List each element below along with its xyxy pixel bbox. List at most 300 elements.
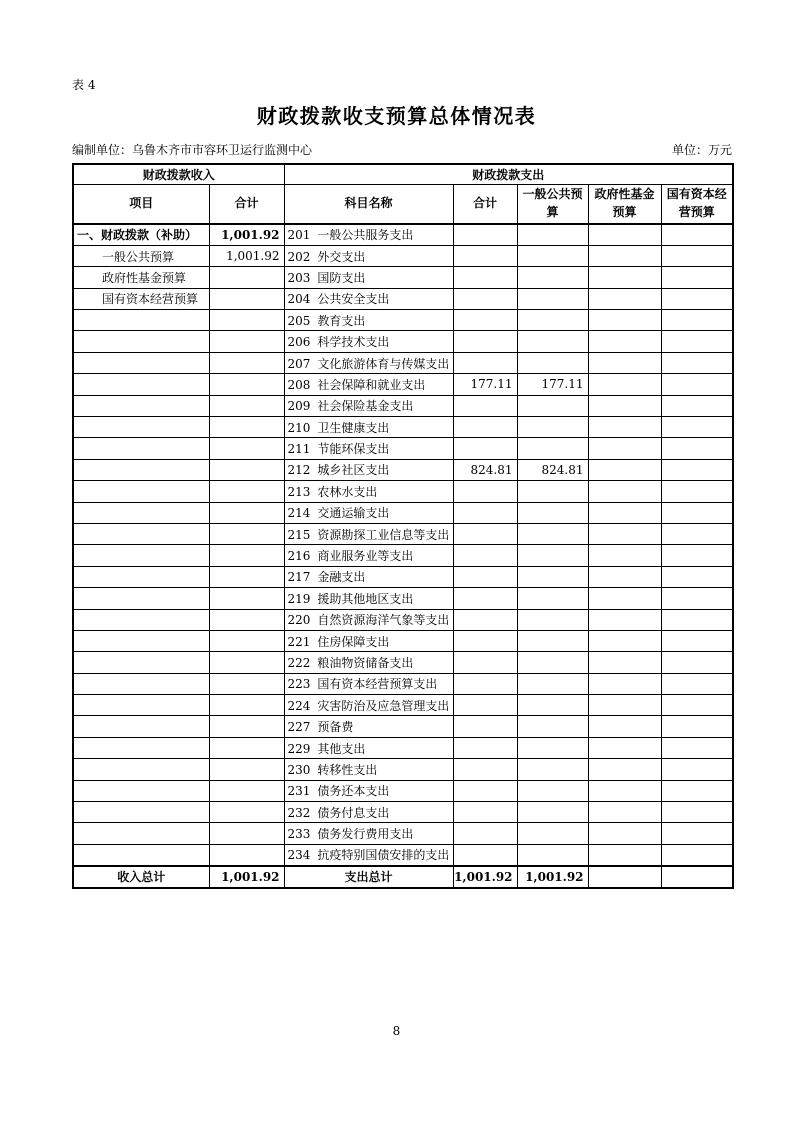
expenditure-gov-fund-cell (588, 802, 661, 823)
income-item-cell (73, 695, 209, 716)
expenditure-gov-fund-cell (588, 331, 661, 352)
expenditure-state-capital-cell (661, 459, 733, 480)
expenditure-total-cell (453, 288, 517, 309)
expenditure-state-capital-cell (661, 566, 733, 587)
expenditure-general-public-cell (517, 523, 588, 544)
income-item-cell (73, 780, 209, 801)
income-item-cell (73, 459, 209, 480)
income-total-cell (209, 695, 284, 716)
expenditure-total-cell (453, 759, 517, 780)
expenditure-state-capital-cell (661, 695, 733, 716)
income-total-cell (209, 737, 284, 758)
expenditure-gov-fund-cell (588, 288, 661, 309)
income-total-cell: 1,001.92 (209, 245, 284, 266)
subject-name: 城乡社区支出 (317, 463, 390, 478)
table-row (73, 802, 733, 823)
expenditure-gov-fund-cell (588, 545, 661, 566)
expenditure-general-public-cell (517, 823, 588, 844)
subject-code: 211 (287, 442, 311, 457)
subject-name: 国有资本经营预算支出 (317, 677, 438, 692)
income-total-cell (209, 780, 284, 801)
expenditure-gov-fund-cell (588, 374, 661, 395)
income-item-cell (73, 310, 209, 331)
table-row (73, 288, 733, 309)
subject-code: 222 (287, 656, 311, 670)
income-item-cell: 一、财政拨款（补助） (73, 224, 209, 245)
table-row (73, 780, 733, 801)
expenditure-gov-fund-cell (588, 737, 661, 758)
expenditure-gov-fund-cell (588, 630, 661, 651)
expenditure-gov-fund-cell (588, 502, 661, 523)
expenditure-gov-fund-cell (588, 417, 661, 438)
income-total-cell (209, 716, 284, 737)
income-item-cell (73, 737, 209, 758)
income-total-cell (209, 652, 284, 673)
subject-code: 215 (287, 527, 311, 542)
subject-code: 220 (287, 613, 311, 628)
expenditure-general-public-cell (517, 695, 588, 716)
expenditure-total-cell (453, 609, 517, 630)
table-row (73, 695, 733, 716)
subject-code: 205 (287, 313, 311, 328)
expenditure-general-public-cell: 177.11 (517, 374, 588, 395)
table-row (73, 352, 733, 373)
subject-code: 202 (287, 249, 311, 264)
expenditure-total-cell (453, 331, 517, 352)
currency-unit-label: 单位：万元 (671, 143, 732, 157)
expenditure-subject-cell (284, 245, 453, 266)
expenditure-state-capital-cell (661, 331, 733, 352)
table-row (73, 523, 733, 544)
subject-name: 资源勘探工业信息等支出 (317, 527, 450, 542)
expenditure-general-grand-total-value: 1,001.92 (517, 866, 588, 888)
table-row (73, 737, 733, 758)
table-row (73, 609, 733, 630)
expenditure-general-public-cell (517, 737, 588, 758)
expenditure-subject-cell (284, 844, 453, 865)
income-total-cell (209, 802, 284, 823)
expenditure-capital-grand-total-cell (661, 866, 733, 888)
subject-code: 209 (287, 399, 311, 414)
expenditure-total-cell (453, 844, 517, 865)
subject-name: 文化旅游体育与传媒支出 (317, 356, 450, 371)
table-row (73, 502, 733, 523)
income-total-cell (209, 417, 284, 438)
expenditure-general-public-cell (517, 609, 588, 630)
income-grand-total-value: 1,001.92 (209, 866, 284, 888)
expenditure-subject-cell (284, 374, 453, 395)
expenditure-subject-cell (284, 737, 453, 758)
income-total-cell (209, 352, 284, 373)
income-total-cell (209, 481, 284, 502)
expenditure-gov-fund-cell (588, 673, 661, 694)
expenditure-subject-cell (284, 438, 453, 459)
income-total-cell (209, 502, 284, 523)
page-title: 财政拨款收支预算总体情况表 (256, 104, 537, 128)
compiling-unit-label: 编制单位：乌鲁木齐市市容环卫运行监测中心 (72, 143, 313, 157)
expenditure-gov-fund-cell (588, 844, 661, 865)
expenditure-group-header: 财政拨款支出 (284, 164, 733, 184)
expenditure-state-capital-cell (661, 374, 733, 395)
subject-code: 213 (287, 484, 311, 499)
expenditure-general-public-cell (517, 481, 588, 502)
expenditure-gov-fund-cell (588, 310, 661, 331)
expenditure-total-cell (453, 545, 517, 566)
col-header-exp-state-capital: 国有资本经营预算 (661, 184, 733, 224)
income-item-cell (73, 502, 209, 523)
expenditure-subject-cell (284, 588, 453, 609)
expenditure-general-public-cell (517, 352, 588, 373)
expenditure-general-public-cell (517, 331, 588, 352)
table-row (73, 630, 733, 651)
expenditure-state-capital-cell (661, 417, 733, 438)
income-total-cell: 1,001.92 (209, 224, 284, 245)
col-header-exp-subject: 科目名称 (284, 184, 453, 224)
expenditure-total-label: 支出总计 (284, 866, 453, 888)
expenditure-subject-cell (284, 695, 453, 716)
income-item-cell (73, 609, 209, 630)
expenditure-state-capital-cell (661, 288, 733, 309)
subject-name: 农林水支出 (317, 484, 378, 499)
expenditure-gov-fund-cell (588, 481, 661, 502)
expenditure-state-capital-cell (661, 759, 733, 780)
subject-code: 204 (287, 292, 311, 307)
subject-name: 金融支出 (317, 570, 366, 585)
expenditure-subject-cell (284, 780, 453, 801)
expenditure-total-cell (453, 802, 517, 823)
page-number: 8 (392, 1024, 401, 1038)
expenditure-subject-cell (284, 331, 453, 352)
subject-code: 214 (287, 506, 311, 521)
expenditure-subject-cell (284, 417, 453, 438)
income-total-cell (209, 267, 284, 288)
subject-name: 公共安全支出 (317, 292, 390, 307)
expenditure-total-cell (453, 224, 517, 245)
income-group-header: 财政拨款收入 (73, 164, 284, 184)
table-row (73, 652, 733, 673)
table-row (73, 245, 733, 266)
expenditure-subject-cell (284, 630, 453, 651)
table-row (73, 716, 733, 737)
expenditure-state-capital-cell (661, 716, 733, 737)
income-item-cell (73, 652, 209, 673)
income-item-cell (73, 716, 209, 737)
expenditure-general-public-cell (517, 502, 588, 523)
income-total-cell (209, 630, 284, 651)
expenditure-total-cell: 824.81 (453, 459, 517, 480)
expenditure-gov-fund-cell (588, 224, 661, 245)
subject-name: 灾害防治及应急管理支出 (317, 698, 450, 713)
expenditure-gov-fund-cell (588, 566, 661, 587)
col-header-income-item: 项目 (73, 184, 209, 224)
expenditure-subject-cell (284, 310, 453, 331)
table-row (73, 395, 733, 416)
expenditure-general-public-cell: 824.81 (517, 459, 588, 480)
total-row (73, 866, 733, 888)
expenditure-subject-cell (284, 267, 453, 288)
expenditure-gov-fund-cell (588, 695, 661, 716)
col-header-income-total: 合计 (209, 184, 284, 224)
subject-code: 227 (287, 720, 311, 735)
subject-code: 203 (287, 270, 311, 285)
subject-name: 粮油物资储备支出 (317, 656, 414, 670)
expenditure-state-capital-cell (661, 438, 733, 459)
expenditure-subject-cell (284, 802, 453, 823)
subject-code: 221 (287, 634, 311, 649)
expenditure-general-public-cell (517, 438, 588, 459)
expenditure-subject-cell (284, 566, 453, 587)
table-row (73, 759, 733, 780)
subject-name: 其他支出 (317, 741, 366, 756)
subject-code: 208 (287, 377, 311, 392)
income-item-cell (73, 759, 209, 780)
subject-name: 外交支出 (317, 249, 366, 264)
expenditure-gov-fund-cell (588, 823, 661, 844)
subject-code: 229 (287, 741, 311, 756)
expenditure-subject-cell (284, 459, 453, 480)
income-item-cell: 国有资本经营预算 (73, 288, 209, 309)
col-header-exp-general-public: 一般公共预算 (517, 184, 588, 224)
expenditure-gov-fund-cell (588, 267, 661, 288)
expenditure-general-public-cell (517, 417, 588, 438)
expenditure-state-capital-cell (661, 224, 733, 245)
expenditure-state-capital-cell (661, 523, 733, 544)
expenditure-state-capital-cell (661, 545, 733, 566)
income-item-cell (73, 417, 209, 438)
expenditure-state-capital-cell (661, 652, 733, 673)
subject-name: 科学技术支出 (317, 335, 390, 350)
expenditure-subject-cell (284, 352, 453, 373)
table-row (73, 844, 733, 865)
expenditure-general-public-cell (517, 780, 588, 801)
expenditure-total-cell: 177.11 (453, 374, 517, 395)
expenditure-state-capital-cell (661, 844, 733, 865)
expenditure-total-cell (453, 695, 517, 716)
expenditure-state-capital-cell (661, 352, 733, 373)
income-total-cell (209, 374, 284, 395)
expenditure-state-capital-cell (661, 673, 733, 694)
expenditure-general-public-cell (517, 673, 588, 694)
expenditure-gov-fund-cell (588, 395, 661, 416)
table-row (73, 823, 733, 844)
table-row (73, 331, 733, 352)
income-total-cell (209, 673, 284, 694)
subject-code: 232 (287, 805, 311, 820)
expenditure-total-cell (453, 780, 517, 801)
expenditure-total-cell (453, 716, 517, 737)
subject-name: 债务付息支出 (317, 805, 390, 820)
col-header-exp-gov-fund: 政府性基金预算 (588, 184, 661, 224)
subject-name: 自然资源海洋气象等支出 (317, 613, 450, 628)
subject-name: 国防支出 (317, 270, 366, 285)
table-row (73, 673, 733, 694)
subject-code: 234 (287, 848, 311, 863)
subject-code: 210 (287, 420, 311, 435)
income-total-cell (209, 523, 284, 544)
income-total-cell (209, 545, 284, 566)
table-row (73, 224, 733, 245)
subject-code: 201 (287, 228, 311, 243)
subject-name: 债务还本支出 (317, 784, 390, 799)
expenditure-state-capital-cell (661, 609, 733, 630)
expenditure-state-capital-cell (661, 630, 733, 651)
expenditure-total-cell (453, 566, 517, 587)
expenditure-state-capital-cell (661, 802, 733, 823)
expenditure-total-cell (453, 737, 517, 758)
subject-name: 转移性支出 (317, 762, 378, 777)
subject-name: 预备费 (317, 720, 354, 735)
subject-name: 节能环保支出 (317, 442, 390, 457)
expenditure-subject-cell (284, 395, 453, 416)
income-item-cell (73, 802, 209, 823)
expenditure-state-capital-cell (661, 588, 733, 609)
meta-row (72, 141, 732, 158)
income-item-cell (73, 630, 209, 651)
expenditure-subject-cell (284, 481, 453, 502)
income-item-cell (73, 673, 209, 694)
group-header-row (73, 164, 733, 184)
expenditure-general-public-cell (517, 802, 588, 823)
table-row (73, 417, 733, 438)
income-total-cell (209, 609, 284, 630)
subject-name: 卫生健康支出 (317, 420, 390, 435)
expenditure-gov-fund-cell (588, 438, 661, 459)
income-total-cell (209, 288, 284, 309)
income-item-cell (73, 844, 209, 865)
expenditure-gov-fund-cell (588, 759, 661, 780)
expenditure-grand-total-value: 1,001.92 (453, 866, 517, 888)
income-item-cell (73, 395, 209, 416)
budget-table (72, 163, 734, 889)
expenditure-total-cell (453, 438, 517, 459)
subject-code: 206 (287, 335, 311, 350)
table-number-label: 表 4 (72, 78, 96, 92)
subject-name: 一般公共服务支出 (317, 228, 414, 243)
subject-name: 交通运输支出 (317, 506, 390, 521)
expenditure-total-cell (453, 481, 517, 502)
column-header-row (73, 184, 733, 224)
expenditure-total-cell (453, 310, 517, 331)
expenditure-general-public-cell (517, 224, 588, 245)
subject-code: 212 (287, 463, 311, 478)
income-item-cell (73, 588, 209, 609)
income-total-cell (209, 588, 284, 609)
income-total-cell (209, 395, 284, 416)
expenditure-state-capital-cell (661, 823, 733, 844)
income-item-cell (73, 331, 209, 352)
income-total-cell (209, 459, 284, 480)
subject-code: 223 (287, 677, 311, 692)
income-item-cell: 政府性基金预算 (73, 267, 209, 288)
table-row (73, 374, 733, 395)
subject-code: 230 (287, 762, 311, 777)
expenditure-total-cell (453, 395, 517, 416)
income-total-label: 收入总计 (73, 866, 209, 888)
subject-name: 援助其他地区支出 (317, 591, 414, 606)
table-body (73, 224, 733, 866)
expenditure-subject-cell (284, 609, 453, 630)
table-row (73, 459, 733, 480)
expenditure-general-public-cell (517, 844, 588, 865)
expenditure-state-capital-cell (661, 310, 733, 331)
table-row (73, 481, 733, 502)
expenditure-total-cell (453, 588, 517, 609)
expenditure-total-cell (453, 673, 517, 694)
subject-name: 教育支出 (317, 313, 366, 328)
expenditure-subject-cell (284, 716, 453, 737)
expenditure-subject-cell (284, 502, 453, 523)
expenditure-gov-fund-cell (588, 245, 661, 266)
subject-name: 商业服务业等支出 (317, 549, 414, 564)
expenditure-subject-cell (284, 673, 453, 694)
income-item-cell (73, 566, 209, 587)
expenditure-fund-grand-total-cell (588, 866, 661, 888)
table-row (73, 438, 733, 459)
expenditure-total-cell (453, 823, 517, 844)
expenditure-gov-fund-cell (588, 523, 661, 544)
income-total-cell (209, 310, 284, 331)
expenditure-general-public-cell (517, 545, 588, 566)
subject-name: 住房保障支出 (317, 634, 390, 649)
expenditure-gov-fund-cell (588, 352, 661, 373)
expenditure-subject-cell (284, 288, 453, 309)
expenditure-state-capital-cell (661, 780, 733, 801)
income-item-cell (73, 545, 209, 566)
expenditure-general-public-cell (517, 759, 588, 780)
expenditure-subject-cell (284, 523, 453, 544)
expenditure-state-capital-cell (661, 245, 733, 266)
income-item-cell (73, 374, 209, 395)
income-total-cell (209, 823, 284, 844)
income-item-cell (73, 438, 209, 459)
expenditure-general-public-cell (517, 716, 588, 737)
expenditure-state-capital-cell (661, 267, 733, 288)
subject-code: 217 (287, 570, 311, 585)
subject-name: 社会保险基金支出 (317, 399, 414, 414)
table-row (73, 267, 733, 288)
expenditure-total-cell (453, 652, 517, 673)
expenditure-subject-cell (284, 545, 453, 566)
expenditure-subject-cell (284, 823, 453, 844)
income-total-cell (209, 566, 284, 587)
subject-code: 224 (287, 698, 311, 713)
expenditure-gov-fund-cell (588, 609, 661, 630)
expenditure-state-capital-cell (661, 502, 733, 523)
expenditure-total-cell (453, 630, 517, 651)
income-item-cell (73, 523, 209, 544)
expenditure-general-public-cell (517, 245, 588, 266)
expenditure-total-cell (453, 352, 517, 373)
expenditure-total-cell (453, 523, 517, 544)
income-total-cell (209, 331, 284, 352)
subject-code: 219 (287, 591, 311, 606)
expenditure-state-capital-cell (661, 737, 733, 758)
expenditure-subject-cell (284, 224, 453, 245)
expenditure-total-cell (453, 417, 517, 438)
expenditure-general-public-cell (517, 288, 588, 309)
expenditure-state-capital-cell (661, 481, 733, 502)
table-row (73, 310, 733, 331)
expenditure-general-public-cell (517, 566, 588, 587)
subject-name: 社会保障和就业支出 (317, 377, 426, 392)
table-row (73, 545, 733, 566)
subject-code: 207 (287, 356, 311, 371)
expenditure-gov-fund-cell (588, 588, 661, 609)
expenditure-gov-fund-cell (588, 652, 661, 673)
table-row (73, 566, 733, 587)
income-total-cell (209, 759, 284, 780)
expenditure-total-cell (453, 502, 517, 523)
